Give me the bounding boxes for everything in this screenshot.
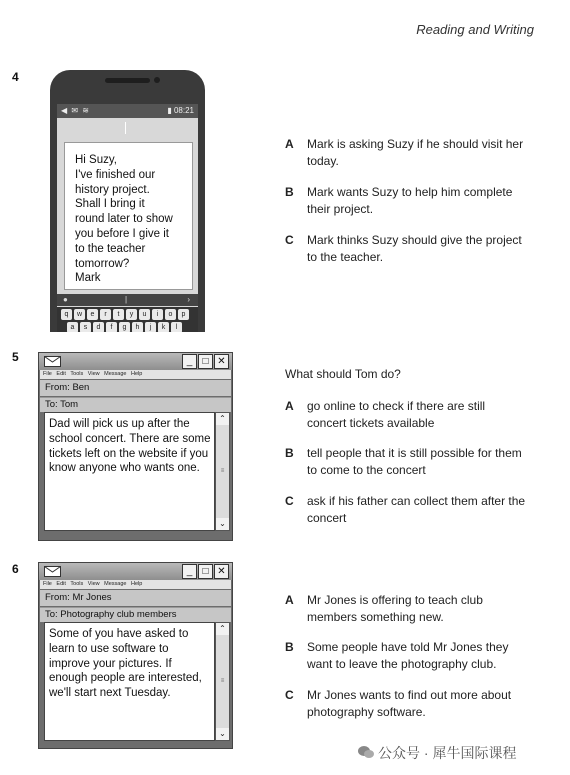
keyboard-key[interactable]: j <box>145 322 156 332</box>
email-window <box>38 352 233 541</box>
option-text: Mr Jones is offering to teach club members something new. <box>307 593 483 624</box>
scroll-grip-icon[interactable]: ≡ <box>220 468 225 474</box>
chevron-right-icon[interactable]: › <box>187 295 190 304</box>
keyboard-key[interactable]: i <box>152 309 163 320</box>
option-text: Some people have told Mr Jones they want to leave the photography club. <box>307 640 509 671</box>
email-body-text: Dad will pick us up after the school concert. There are some tickets left on the website if you know anyone who wants one. <box>49 418 211 475</box>
menu-file[interactable]: File <box>43 371 52 377</box>
option-text: Mr Jones wants to find out more about photography software. <box>307 688 512 719</box>
question-prompt: What should Tom do? <box>285 367 401 381</box>
menu-view[interactable]: View <box>87 371 100 377</box>
menu-message[interactable]: Message <box>104 581 127 587</box>
option-text: go online to check if there are still concert tickets available <box>307 399 486 430</box>
email-body-text: Some of you have asked to learn to use software to improve your pictures. If enough people are interested, we'll start next Tuesday. <box>49 628 202 700</box>
menu-bar <box>40 580 231 589</box>
divider-icon: | <box>125 295 128 304</box>
window-controls <box>182 564 229 579</box>
envelope-icon <box>44 356 61 367</box>
option-text: Mark wants Suzy to help him complete their project. <box>307 185 513 216</box>
scroll-down-icon[interactable]: ⌄ <box>216 728 229 740</box>
phone-illustration <box>50 70 205 332</box>
option-text: Mark thinks Suzy should give the project to the teacher. <box>307 233 522 264</box>
status-bar <box>57 104 198 118</box>
menu-message[interactable]: Message <box>104 371 127 377</box>
scroll-up-icon[interactable]: ⌃ <box>216 413 229 425</box>
phone-screen <box>57 104 198 332</box>
to-label: To: Photography club members <box>45 609 177 620</box>
menu-bar <box>40 370 231 379</box>
scroll-grip-icon[interactable]: ≡ <box>220 678 225 684</box>
keyboard-row <box>61 309 189 320</box>
menu-help[interactable]: Help <box>131 371 143 377</box>
phone-camera <box>154 77 160 83</box>
from-label: From: Mr Jones <box>45 592 112 603</box>
email-body <box>44 622 215 741</box>
email-to <box>40 607 231 622</box>
keyboard-key[interactable]: e <box>87 309 98 320</box>
keyboard-key[interactable]: d <box>93 322 104 332</box>
menu-help[interactable]: Help <box>131 581 143 587</box>
email-body <box>44 412 215 531</box>
keyboard-key[interactable]: w <box>74 309 85 320</box>
menu-edit[interactable]: Edit <box>56 581 66 587</box>
watermark: 公众号 · 犀牛国际课程 <box>378 745 517 761</box>
email-from <box>40 380 231 396</box>
phone-nav-bar <box>57 294 198 306</box>
email-window <box>38 562 233 749</box>
maximize-icon[interactable]: □ <box>198 354 213 369</box>
keyboard-key[interactable]: k <box>158 322 169 332</box>
maximize-icon[interactable]: □ <box>198 564 213 579</box>
keyboard-key[interactable]: a <box>67 322 78 332</box>
keyboard-key[interactable]: y <box>126 309 137 320</box>
option-letter: C <box>285 494 294 508</box>
window-titlebar <box>39 563 232 580</box>
option-text: tell people that it is still possible for them to come to the concert <box>307 446 522 477</box>
option-letter: C <box>285 688 294 702</box>
keyboard-key[interactable]: l <box>171 322 182 332</box>
email-from <box>40 590 231 606</box>
scrollbar[interactable] <box>215 622 230 741</box>
home-icon[interactable]: ● <box>63 295 68 304</box>
option-text: Mark is asking Suzy if he should visit her today. <box>307 137 524 168</box>
option-letter: A <box>285 137 294 151</box>
option-letter: A <box>285 399 294 413</box>
keyboard-key[interactable]: o <box>165 309 176 320</box>
scrollbar[interactable] <box>215 412 230 531</box>
keyboard-key[interactable]: f <box>106 322 117 332</box>
status-time: ▮ 08:21 <box>167 106 194 115</box>
option-letter: B <box>285 185 294 199</box>
text-message: Hi Suzy, I've finished our history project. Shall I bring it round later to show you before I give it to the teacher tomorrow? Mark <box>75 154 173 285</box>
to-label: To: Tom <box>45 399 79 410</box>
keyboard-key[interactable]: r <box>100 309 111 320</box>
minimize-icon[interactable]: _ <box>182 564 197 579</box>
keyboard-row <box>67 322 182 332</box>
question-number: 5 <box>12 350 19 364</box>
scroll-up-icon[interactable]: ⌃ <box>216 623 229 635</box>
email-to <box>40 397 231 412</box>
keyboard-key[interactable]: p <box>178 309 189 320</box>
menu-edit[interactable]: Edit <box>56 371 66 377</box>
minimize-icon[interactable]: _ <box>182 354 197 369</box>
menu-file[interactable]: File <box>43 581 52 587</box>
status-icons: ◀ ✉ ≋ <box>61 106 91 115</box>
keyboard-key[interactable]: t <box>113 309 124 320</box>
text-message-bubble <box>64 142 193 290</box>
keyboard-key[interactable]: s <box>80 322 91 332</box>
page-header: Reading and Writing <box>416 22 534 37</box>
keyboard-key[interactable]: h <box>132 322 143 332</box>
on-screen-keyboard[interactable] <box>57 307 198 332</box>
window-titlebar <box>39 353 232 370</box>
menu-view[interactable]: View <box>87 581 100 587</box>
phone-speaker <box>105 78 150 83</box>
option-letter: A <box>285 593 294 607</box>
window-controls <box>182 354 229 369</box>
keyboard-key[interactable]: u <box>139 309 150 320</box>
question-number: 6 <box>12 562 19 576</box>
scroll-down-icon[interactable]: ⌄ <box>216 518 229 530</box>
wechat-icon <box>358 745 374 759</box>
menu-tools[interactable]: Tools <box>70 371 84 377</box>
option-letter: C <box>285 233 294 247</box>
option-text: ask if his father can collect them after the concert <box>307 494 526 525</box>
option-letter: B <box>285 446 294 460</box>
close-icon[interactable]: ✕ <box>214 354 229 369</box>
menu-tools[interactable]: Tools <box>70 581 84 587</box>
keyboard-key[interactable]: q <box>61 309 72 320</box>
envelope-icon <box>44 566 61 577</box>
option-letter: B <box>285 640 294 654</box>
question-number: 4 <box>12 70 19 84</box>
from-label: From: Ben <box>45 382 90 393</box>
text-cursor <box>125 122 126 134</box>
keyboard-key[interactable]: g <box>119 322 130 332</box>
close-icon[interactable]: ✕ <box>214 564 229 579</box>
